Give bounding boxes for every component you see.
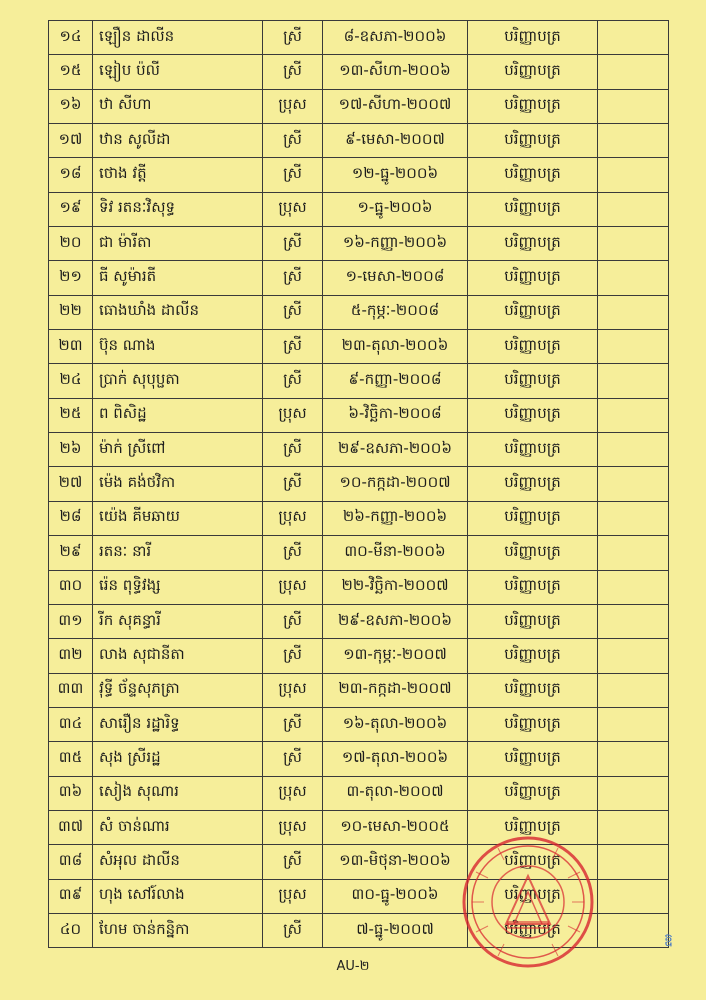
gender-cell: ស្រី xyxy=(263,261,323,295)
gender-cell: ប្រុស xyxy=(263,398,323,432)
gender-cell: ស្រី xyxy=(263,604,323,638)
degree-cell: បរិញ្ញាបត្រ xyxy=(468,639,598,673)
student-roster-table xyxy=(48,20,669,948)
degree-cell: បរិញ្ញាបត្រ xyxy=(468,295,598,329)
birth-date-cell: ១៣-មិថុនា-២០០៦ xyxy=(323,845,468,879)
row-number-cell: ៣២ xyxy=(49,639,93,673)
row-number-cell: ១៩ xyxy=(49,192,93,226)
degree-cell: បរិញ្ញាបត្រ xyxy=(468,89,598,123)
student-name-cell: វុទ្ធី ច័ន្ទសុភត្រា xyxy=(93,673,263,707)
remarks-cell xyxy=(598,742,669,776)
birth-date-cell: ១០-កក្កដា-២០០៧ xyxy=(323,467,468,501)
gender-cell: ស្រី xyxy=(263,227,323,261)
row-number-cell: ២៩ xyxy=(49,536,93,570)
remarks-cell xyxy=(598,536,669,570)
remarks-cell xyxy=(598,879,669,913)
degree-cell: បរិញ្ញាបត្រ xyxy=(468,536,598,570)
degree-cell: បរិញ្ញាបត្រ xyxy=(468,913,598,947)
official-seal-stamp xyxy=(458,832,598,972)
remarks-cell xyxy=(598,124,669,158)
degree-cell: បរិញ្ញាបត្រ xyxy=(468,158,598,192)
gender-cell: ស្រី xyxy=(263,639,323,673)
birth-date-cell: ១៦-កញ្ញា-២០០៦ xyxy=(323,227,468,261)
birth-date-cell: ៧-ធ្នូ-២០០៧ xyxy=(323,913,468,947)
table-row xyxy=(49,227,669,261)
degree-cell: បរិញ្ញាបត្រ xyxy=(468,124,598,158)
row-number-cell: ២៥ xyxy=(49,398,93,432)
birth-date-cell: ៩-មេសា-២០០៧ xyxy=(323,124,468,158)
row-number-cell: ៣៤ xyxy=(49,707,93,741)
gender-cell: ស្រី xyxy=(263,55,323,89)
degree-cell: បរិញ្ញាបត្រ xyxy=(468,673,598,707)
degree-cell: បរិញ្ញាបត្រ xyxy=(468,570,598,604)
row-number-cell: ១៥ xyxy=(49,55,93,89)
table-row xyxy=(49,21,669,55)
degree-cell: បរិញ្ញាបត្រ xyxy=(468,810,598,844)
remarks-cell xyxy=(598,89,669,123)
remarks-cell xyxy=(598,673,669,707)
student-name-cell: ថោង វត្តី xyxy=(93,158,263,192)
remarks-cell xyxy=(598,604,669,638)
remarks-cell xyxy=(598,913,669,947)
birth-date-cell: ១០-មេសា-២០០៥ xyxy=(323,810,468,844)
birth-date-cell: ៥-កុម្ភៈ-២០០៨ xyxy=(323,295,468,329)
table-row xyxy=(49,192,669,226)
degree-cell: បរិញ្ញាបត្រ xyxy=(468,21,598,55)
birth-date-cell: ៩-កញ្ញា-២០០៨ xyxy=(323,364,468,398)
table-row xyxy=(49,776,669,810)
birth-date-cell: ១៣-កុម្ភៈ-២០០៧ xyxy=(323,639,468,673)
gender-cell: ប្រុស xyxy=(263,501,323,535)
birth-date-cell: ៣០-មីនា-២០០៦ xyxy=(323,536,468,570)
degree-cell: បរិញ្ញាបត្រ xyxy=(468,467,598,501)
gender-cell: ស្រី xyxy=(263,913,323,947)
student-name-cell: ហែម ចាន់កន្និកា xyxy=(93,913,263,947)
student-name-cell: ព ពិសិដ្ឋ xyxy=(93,398,263,432)
degree-cell: បរិញ្ញាបត្រ xyxy=(468,707,598,741)
gender-cell: ប្រុស xyxy=(263,810,323,844)
row-number-cell: ២៨ xyxy=(49,501,93,535)
birth-date-cell: ២២-វិច្ឆិកា-២០០៧ xyxy=(323,570,468,604)
remarks-cell xyxy=(598,707,669,741)
row-number-cell: ១៦ xyxy=(49,89,93,123)
gender-cell: ប្រុស xyxy=(263,879,323,913)
degree-cell: បរិញ្ញាបត្រ xyxy=(468,398,598,432)
row-number-cell: ៣៨ xyxy=(49,845,93,879)
row-number-cell: ២០ xyxy=(49,227,93,261)
table-row xyxy=(49,570,669,604)
degree-cell: បរិញ្ញាបត្រ xyxy=(468,364,598,398)
birth-date-cell: ១៧-សីហា-២០០៧ xyxy=(323,89,468,123)
student-name-cell: លាង សុជានីតា xyxy=(93,639,263,673)
remarks-cell xyxy=(598,330,669,364)
remarks-cell xyxy=(598,295,669,329)
row-number-cell: ១៧ xyxy=(49,124,93,158)
table-row xyxy=(49,124,669,158)
gender-cell: ស្រី xyxy=(263,467,323,501)
row-number-cell: ២២ xyxy=(49,295,93,329)
row-number-cell: ២៧ xyxy=(49,467,93,501)
page-number-label: AU-២ xyxy=(336,959,370,974)
birth-date-cell: ៣០-ធ្នូ-២០០៦ xyxy=(323,879,468,913)
birth-date-cell: ៦-វិច្ឆិកា-២០០៨ xyxy=(323,398,468,432)
birth-date-cell: ១២-ធ្នូ-២០០៦ xyxy=(323,158,468,192)
birth-date-cell: ១-មេសា-២០០៨ xyxy=(323,261,468,295)
row-number-cell: ៣៦ xyxy=(49,776,93,810)
student-name-cell: ឋាន សូលីដា xyxy=(93,124,263,158)
student-name-cell: យ៉េង គីមឆាយ xyxy=(93,501,263,535)
table-row xyxy=(49,604,669,638)
remarks-cell xyxy=(598,501,669,535)
student-name-cell: ប៊ុន ណាង xyxy=(93,330,263,364)
degree-cell: បរិញ្ញាបត្រ xyxy=(468,501,598,535)
remarks-cell xyxy=(598,845,669,879)
degree-cell: បរិញ្ញាបត្រ xyxy=(468,742,598,776)
table-row xyxy=(49,433,669,467)
row-number-cell: ៣១ xyxy=(49,604,93,638)
margin-initial-mark: ឱ xyxy=(664,934,673,950)
table-row xyxy=(49,158,669,192)
table-row xyxy=(49,639,669,673)
birth-date-cell: ១-ធ្នូ-២០០៦ xyxy=(323,192,468,226)
gender-cell: ប្រុស xyxy=(263,89,323,123)
student-name-cell: សុង ស្រីរដ្ឋ xyxy=(93,742,263,776)
gender-cell: ប្រុស xyxy=(263,673,323,707)
degree-cell: បរិញ្ញាបត្រ xyxy=(468,879,598,913)
student-name-cell: ឡៀប ប៉លី xyxy=(93,55,263,89)
student-name-cell: ធី សូម៉ារតី xyxy=(93,261,263,295)
row-number-cell: ២១ xyxy=(49,261,93,295)
student-name-cell: សារឿន រដ្ឋារិទ្ធ xyxy=(93,707,263,741)
table-row xyxy=(49,55,669,89)
remarks-cell xyxy=(598,192,669,226)
gender-cell: ស្រី xyxy=(263,707,323,741)
table-row xyxy=(49,707,669,741)
degree-cell: បរិញ្ញាបត្រ xyxy=(468,433,598,467)
student-name-cell: សំអុល ដាលីន xyxy=(93,845,263,879)
table-row xyxy=(49,742,669,776)
remarks-cell xyxy=(598,158,669,192)
row-number-cell: ៣០ xyxy=(49,570,93,604)
birth-date-cell: ១៧-តុលា-២០០៦ xyxy=(323,742,468,776)
gender-cell: ស្រី xyxy=(263,536,323,570)
student-name-cell: រ៉េន ពុទ្ធិវង្ស xyxy=(93,570,263,604)
row-number-cell: ៤០ xyxy=(49,913,93,947)
gender-cell: ប្រុស xyxy=(263,776,323,810)
gender-cell: ស្រី xyxy=(263,21,323,55)
birth-date-cell: ៣-តុលា-២០០៧ xyxy=(323,776,468,810)
table-row xyxy=(49,398,669,432)
student-name-cell: រីក សុគន្ធារី xyxy=(93,604,263,638)
table-row xyxy=(49,330,669,364)
student-name-cell: ប្រាក់ សុបុប្ផតា xyxy=(93,364,263,398)
table-row xyxy=(49,261,669,295)
gender-cell: ស្រី xyxy=(263,158,323,192)
gender-cell: ស្រី xyxy=(263,295,323,329)
birth-date-cell: ២៣-កក្កដា-២០០៧ xyxy=(323,673,468,707)
remarks-cell xyxy=(598,776,669,810)
degree-cell: បរិញ្ញាបត្រ xyxy=(468,776,598,810)
table-row xyxy=(49,467,669,501)
remarks-cell xyxy=(598,55,669,89)
table-row xyxy=(49,536,669,570)
roster-body xyxy=(49,21,669,948)
degree-cell: បរិញ្ញាបត្រ xyxy=(468,55,598,89)
degree-cell: បរិញ្ញាបត្រ xyxy=(468,192,598,226)
degree-cell: បរិញ្ញាបត្រ xyxy=(468,845,598,879)
row-number-cell: ២៦ xyxy=(49,433,93,467)
birth-date-cell: ២៩-ឧសភា-២០០៦ xyxy=(323,433,468,467)
remarks-cell xyxy=(598,261,669,295)
remarks-cell xyxy=(598,364,669,398)
student-name-cell: ហុង សៅរ៍លាង xyxy=(93,879,263,913)
birth-date-cell: ២៦-កញ្ញា-២០០៦ xyxy=(323,501,468,535)
remarks-cell xyxy=(598,21,669,55)
student-name-cell: រតនៈ នារី xyxy=(93,536,263,570)
row-number-cell: ៣៧ xyxy=(49,810,93,844)
birth-date-cell: ២៣-តុលា-២០០៦ xyxy=(323,330,468,364)
birth-date-cell: ២៩-ឧសភា-២០០៦ xyxy=(323,604,468,638)
row-number-cell: ៣៩ xyxy=(49,879,93,913)
degree-cell: បរិញ្ញាបត្រ xyxy=(468,604,598,638)
birth-date-cell: ៨-ឧសភា-២០០៦ xyxy=(323,21,468,55)
degree-cell: បរិញ្ញាបត្រ xyxy=(468,227,598,261)
degree-cell: បរិញ្ញាបត្រ xyxy=(468,330,598,364)
student-name-cell: ធោងឃាំង ដាលីន xyxy=(93,295,263,329)
gender-cell: ស្រី xyxy=(263,330,323,364)
gender-cell: ស្រី xyxy=(263,364,323,398)
student-name-cell: ម៉េង គង់ថវិកា xyxy=(93,467,263,501)
degree-cell: បរិញ្ញាបត្រ xyxy=(468,261,598,295)
table-row xyxy=(49,295,669,329)
student-name-cell: សៀង សុណារ xyxy=(93,776,263,810)
row-number-cell: ១៤ xyxy=(49,21,93,55)
remarks-cell xyxy=(598,433,669,467)
table-row xyxy=(49,673,669,707)
table-row xyxy=(49,89,669,123)
student-name-cell: សំ ចាន់ណារ xyxy=(93,810,263,844)
student-name-cell: ម៉ាក់ ស្រីពៅ xyxy=(93,433,263,467)
row-number-cell: ១៨ xyxy=(49,158,93,192)
gender-cell: ស្រី xyxy=(263,742,323,776)
remarks-cell xyxy=(598,810,669,844)
birth-date-cell: ១៦-តុលា-២០០៦ xyxy=(323,707,468,741)
gender-cell: ប្រុស xyxy=(263,192,323,226)
remarks-cell xyxy=(598,639,669,673)
remarks-cell xyxy=(598,467,669,501)
table-row xyxy=(49,501,669,535)
gender-cell: ស្រី xyxy=(263,124,323,158)
row-number-cell: ២៣ xyxy=(49,330,93,364)
row-number-cell: ៣៣ xyxy=(49,673,93,707)
remarks-cell xyxy=(598,227,669,261)
gender-cell: ស្រី xyxy=(263,433,323,467)
birth-date-cell: ១៣-សីហា-២០០៦ xyxy=(323,55,468,89)
gender-cell: ស្រី xyxy=(263,845,323,879)
row-number-cell: ២៤ xyxy=(49,364,93,398)
remarks-cell xyxy=(598,570,669,604)
row-number-cell: ៣៥ xyxy=(49,742,93,776)
student-name-cell: ឡឿន ដាលីន xyxy=(93,21,263,55)
student-name-cell: ឋា សីហា xyxy=(93,89,263,123)
table-row xyxy=(49,364,669,398)
student-name-cell: ជា ម៉ារីតា xyxy=(93,227,263,261)
student-name-cell: ទិវ រតនៈវិសុទ្ធ xyxy=(93,192,263,226)
remarks-cell xyxy=(598,398,669,432)
gender-cell: ប្រុស xyxy=(263,570,323,604)
